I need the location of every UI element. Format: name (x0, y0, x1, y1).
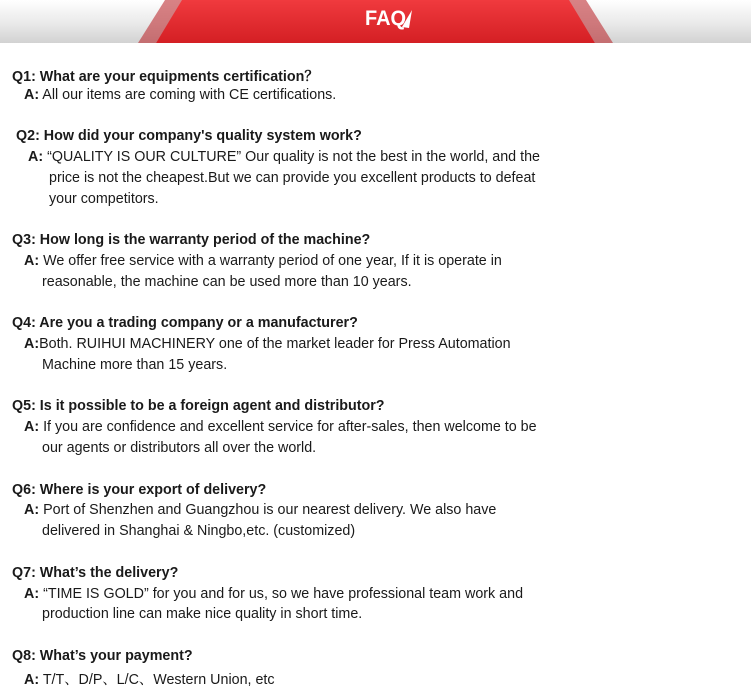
faq-answer-3 (24, 253, 502, 269)
answer-label: A: (24, 502, 40, 518)
faq-answer-2 (28, 149, 540, 165)
answer-line: Machine more than 15 years. (42, 357, 228, 373)
faq-question-4: Q4: Are you a trading company or a manufacturer? (12, 315, 358, 331)
answer-label: A: (24, 87, 40, 103)
answer-label: A: (24, 336, 40, 352)
faq-answer-4 (24, 336, 511, 352)
faq-question-8: Q8: What’s your payment? (12, 648, 193, 664)
answer-label: A: (28, 149, 44, 165)
answer-label: A: (24, 586, 40, 602)
faq-answer-7 (24, 586, 523, 602)
answer-line: production line can make nice quality in short time. (42, 606, 363, 622)
answer-label: A: (24, 253, 40, 269)
answer-line: We offer free service with a warranty period of one year, If it is operate in (43, 253, 502, 269)
answer-line: price is not the cheapest.But we can provide you excellent products to defeat (49, 170, 536, 186)
answer-label: A: (24, 419, 40, 435)
faq-answer-1 (24, 87, 336, 103)
answer-line: reasonable, the machine can be used more than 10 years. (42, 274, 412, 290)
faq-banner (0, 0, 751, 43)
faq-answer-5 (24, 419, 537, 435)
answer-line: your competitors. (49, 191, 159, 207)
answer-line: Both. RUIHUI MACHINERY one of the market leader for Press Automation (39, 336, 511, 352)
faq-question-1: Q1: What are your equipments certification？ (12, 69, 319, 85)
answer-line: “TIME IS GOLD” for you and for us, so we have professional team work and (43, 586, 524, 602)
answer-label: A: (24, 672, 40, 688)
answer-line: our agents or distributors all over the world. (42, 440, 317, 456)
faq-question-5: Q5: Is it possible to be a foreign agent and distributor? (12, 398, 385, 414)
banner-title: FAQ (365, 7, 407, 30)
faq-question-3: Q3: How long is the warranty period of the machine? (12, 232, 371, 248)
answer-line: T/T、D/P、L/C、Western Union, etc (42, 672, 275, 688)
answer-line: delivered in Shanghai & Ningbo,etc. (customized) (42, 523, 356, 539)
faq-answer-8 (24, 669, 275, 689)
faq-answer-6 (24, 502, 496, 518)
faq-question-2: Q2: How did your company's quality system work? (16, 128, 362, 144)
faq-question-7: Q7: What’s the delivery? (12, 565, 179, 581)
answer-line: All our items are coming with CE certifications. (42, 87, 337, 103)
answer-line: “QUALITY IS OUR CULTURE” Our quality is not the best in the world, and the (47, 149, 540, 165)
answer-line: If you are confidence and excellent service for after-sales, then welcome to be (43, 419, 537, 435)
faq-question-6: Q6: Where is your export of delivery? (12, 482, 267, 498)
answer-line: Port of Shenzhen and Guangzhou is our nearest delivery. We also have (43, 502, 497, 518)
